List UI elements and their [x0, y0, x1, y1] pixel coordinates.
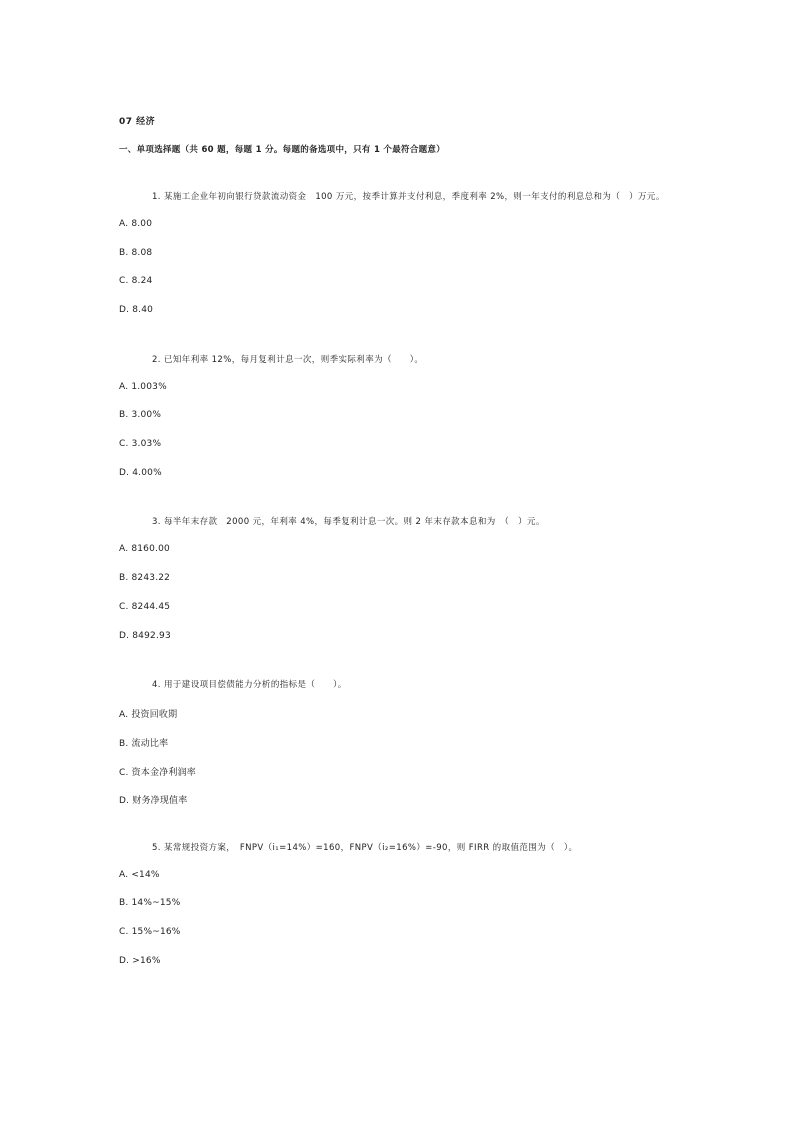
- question-4-option-c: C. 资本金净利润率: [119, 768, 197, 778]
- question-2-option-d: D. 4.00%: [119, 468, 162, 478]
- question-5-option-b: B. 14%~15%: [119, 898, 181, 908]
- question-3-option-b: B. 8243.22: [119, 573, 171, 583]
- question-5-option-d: D. >16%: [119, 956, 161, 966]
- question-2-option-c: C. 3.03%: [119, 439, 162, 449]
- question-4-option-b: B. 流动比率: [119, 739, 169, 749]
- question-2: 2. 已知年利率 12%，每月复利计息一次，则季实际利率为（ ）。: [152, 355, 424, 365]
- question-3: 3. 每半年末存款 2000 元，年利率 4%，每季复利计息一次。则 2 年末存款本息和为 （ ）元。: [152, 517, 545, 527]
- question-1-option-b: B. 8.08: [119, 248, 153, 258]
- question-3-option-a: A. 8160.00: [119, 544, 170, 554]
- document-title: 07 经济: [119, 117, 156, 127]
- question-5-option-a: A. <14%: [119, 870, 160, 880]
- question-5-option-c: C. 15%~16%: [119, 927, 181, 937]
- question-1-option-a: A. 8.00: [119, 219, 153, 229]
- question-1-option-d: D. 8.40: [119, 305, 154, 315]
- question-5: 5. 某常规投资方案， FNPV（i₁=14%）=160，FNPV（i₂=16%）=-90，则 FIRR 的取值范围为（ ）。: [152, 843, 578, 853]
- question-1: 1. 某施工企业年初向银行贷款流动资金 100 万元，按季计算并支付利息，季度利率 2%，则一年支付的利息总和为（ ）万元。: [152, 192, 665, 202]
- question-1-option-c: C. 8.24: [119, 276, 153, 286]
- question-4: 4. 用于建设项目偿债能力分析的指标是（ ）。: [152, 680, 347, 690]
- section-heading: 一、单项选择题（共 60 题，每题 1 分。每题的备选项中，只有 1 个最符合题意）: [119, 145, 446, 155]
- question-2-option-b: B. 3.00%: [119, 410, 162, 420]
- question-3-option-d: D. 8492.93: [119, 631, 171, 641]
- question-4-option-a: A. 投资回收期: [119, 710, 178, 720]
- question-4-option-d: D. 财务净现值率: [119, 796, 188, 806]
- question-3-option-c: C. 8244.45: [119, 602, 171, 612]
- question-2-option-a: A. 1.003%: [119, 382, 167, 392]
